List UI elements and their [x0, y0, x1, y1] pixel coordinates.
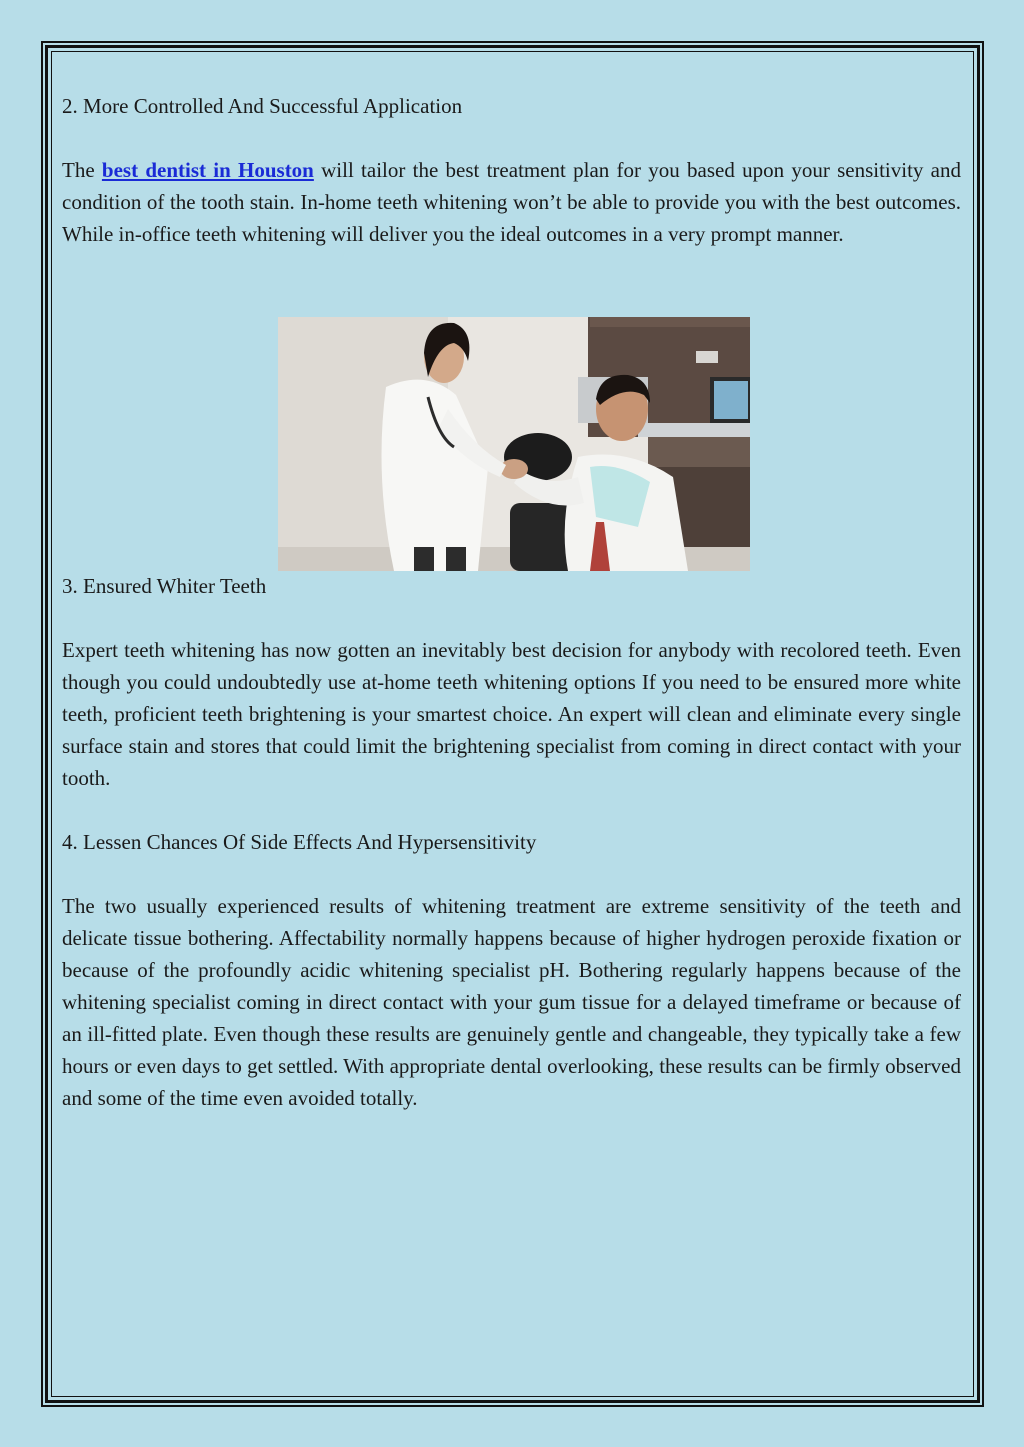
spacer	[62, 794, 961, 826]
dentist-patient-photo	[278, 317, 750, 571]
section-heading-controlled-application: 2. More Controlled And Successful Application	[62, 94, 463, 118]
dentist-houston-link[interactable]: best dentist in Houston	[101, 158, 314, 182]
spacer	[62, 858, 961, 890]
paragraph-expert-whitening: Expert teeth whitening has now gotten an inevitably best decision for anybody with recolored teeth. Even though you could undoubtedly use at-home teeth whitening options If you need to be ensured more white teeth, proficient teeth brightening is your smartest choice. An expert will clean and eliminate every single surface stain and stores that could limit the brightening specialist from coming in direct contact with your tooth.	[62, 638, 961, 790]
dentist-patient-illustration	[278, 317, 750, 571]
document-body	[62, 90, 961, 1114]
spacer	[62, 122, 961, 154]
paragraph-lead-text: The	[62, 158, 102, 182]
paragraph-treatment-plan	[62, 154, 961, 250]
section-heading-whiter-teeth: 3. Ensured Whiter Teeth	[62, 574, 267, 598]
paragraph-side-effects: The two usually experienced results of whitening treatment are extreme sensitivity of the teeth and delicate tissue bothering. Affectability normally happens because of higher hydrogen peroxide fixation or because of the profoundly acidic whitening specialist pH. Bothering regularly happens because of the whitening specialist coming in direct contact with your gum tissue for a delayed timeframe or because of an ill-fitted plate. Even though these results are genuinely gentle and changeable, they typically take a few hours or even days to get settled. With appropriate dental overlooking, these results can be firmly observed and some of the time even avoided totally.	[62, 894, 961, 1110]
paragraph-body-text: will tailor the best treatment plan for you based upon your sensitivity and condition of the tooth stain. In-home teeth whitening won’t be able to provide you with the best outcomes. While in-office teeth whitening will deliver you the ideal outcomes in a very prompt manner.	[62, 158, 961, 246]
spacer	[62, 602, 961, 634]
section-heading-side-effects: 4. Lessen Chances Of Side Effects And Hypersensitivity	[62, 830, 537, 854]
